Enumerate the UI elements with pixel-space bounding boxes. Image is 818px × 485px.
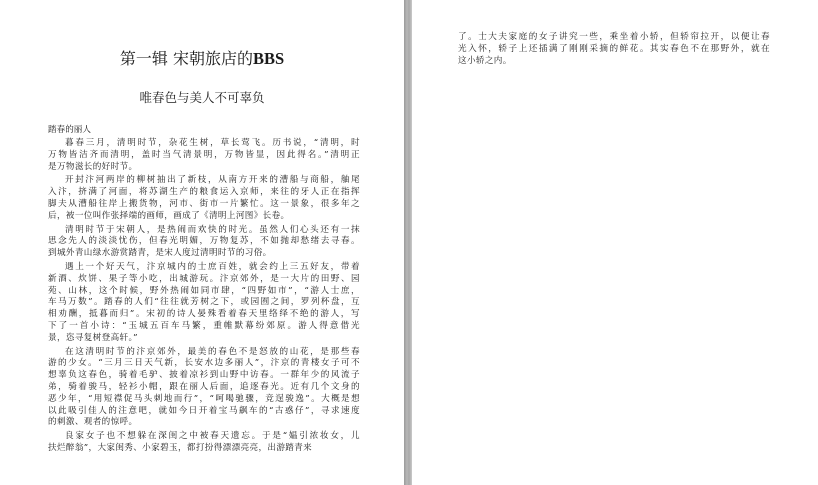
text-line: 这小轿之内。	[458, 55, 512, 66]
text-line: 景，恣寻复树登高轩。”	[48, 332, 138, 343]
left-page	[0, 0, 404, 485]
text-line: 入汴，挤满了河面，将苏湖生产的粮食运入京师，来往的牙人正在指挥	[48, 187, 360, 198]
paragraph	[48, 138, 360, 173]
text-line: 扶烂醉翁”，大家闺秀、小家碧玉，都打扮得漂漂亮亮，出游踏青来	[48, 442, 313, 453]
text-line: 车马万数”。踏春的人们“往往就芳树之下，或园囿之间，罗列杯盘，互	[48, 297, 360, 308]
paragraph	[48, 262, 360, 345]
text-line: 万物皆洁齐而清明，盖时当气清景明，万物皆显，因此得名。”清明正	[48, 149, 360, 160]
text-line: 的刺激、观者的惊呼。	[48, 417, 138, 428]
book-title-latin: BBS	[252, 49, 285, 68]
text-line: 弟，骑着骏马，轻衫小帽，跟在丽人后面，追逐春光。近有几个文身的	[48, 381, 360, 392]
chapter-title: 唯春色与美人不可辜负	[139, 90, 265, 105]
text-line: 下了一首小诗：“玉城五百车马繁，重帷默幕纷郊原。游人得意借光	[48, 320, 360, 331]
right-page	[412, 0, 818, 485]
paragraph	[48, 431, 360, 455]
text-line: 脚夫从漕船往岸上搬货物，河市、街市一片繁忙。这一景象，很多年之	[48, 198, 360, 209]
section-heading: 踏春的丽人	[48, 125, 91, 135]
text-line: 苑、山林，这个时候，野外热闹如同市肆，“四野如市”，“游人士庶，	[48, 285, 360, 296]
text-line: 良家女子也不想躲在深闺之中被春天遗忘。于是“媪引浓妆女，儿	[65, 431, 360, 442]
right-body-text	[458, 32, 770, 69]
text-line: 遇上一个好天气，汴京城内的士庶百姓，就会约上三五好友，带着	[65, 261, 360, 272]
text-line: 新酒、炊饼、果子等小吃，出城游玩。汴京郊外，是一大片的田野、园	[48, 273, 360, 284]
text-line: 光入怀，轿子上还插满了刚刚采摘的鲜花。其实春色不在那野外，就在	[458, 43, 770, 54]
text-line: 开封汴河两岸的柳树抽出了新枝，从南方开来的漕船与商船，舳尾	[65, 175, 360, 186]
text-line: 游的少女。“三月三日天气新，长安水边多丽人”，汴京的青楼女子可不	[48, 358, 360, 369]
paragraph	[48, 347, 360, 430]
page-gutter-divider	[404, 0, 412, 485]
book-title	[0, 48, 404, 70]
left-body-text	[48, 138, 360, 457]
text-line: 到城外青山绿水游赏踏青，是宋人度过清明时节的习俗。	[48, 248, 272, 259]
text-line: 恶少年，“用短襟促马头刺地而行”，“呵喝驰骤，竞逞骏逸”。大概是想	[48, 393, 360, 404]
text-line: 相劝酬，抵暮而归”。宋初的诗人晏殊看着春天里络绎不绝的游人，写	[48, 309, 360, 320]
paragraph	[458, 32, 770, 67]
text-line: 以此吸引佳人的注意吧，就如今日开着宝马飙车的“古惑仔”，寻求速度	[48, 405, 360, 416]
text-line: 是万物滋长的好时节。	[48, 161, 138, 172]
paragraph	[48, 175, 360, 222]
text-line: 想辜负这春色，骑着毛驴、披着凉衫到山野中访春。一群年少的风流子	[48, 370, 360, 381]
paragraph	[48, 225, 360, 260]
text-line: 思念先人的淡淡忧伤，但春光明媚，万物复苏，不如抛却愁绪去寻春。	[48, 236, 360, 247]
book-title-chinese: 第一辑 宋朝旅店的	[119, 49, 253, 68]
text-line: 清明时节于宋朝人，是热闹而欢快的时光。虽然人们心头还有一抹	[65, 224, 360, 235]
text-line: 后，被一位叫作张择端的画师，画成了《清明上河图》长卷。	[48, 210, 290, 221]
text-line: 了。士大夫家庭的女子讲究一些，乘坐着小轿，但轿帘拉开，以便让春	[458, 32, 770, 42]
text-line: 在这清明时节的汴京郊外，最美的春色不是怒放的山花，是那些春	[65, 346, 360, 357]
text-line: 暮春三月，清明时节，杂花生树，草长莺飞。历书说，“清明，时	[65, 138, 360, 148]
